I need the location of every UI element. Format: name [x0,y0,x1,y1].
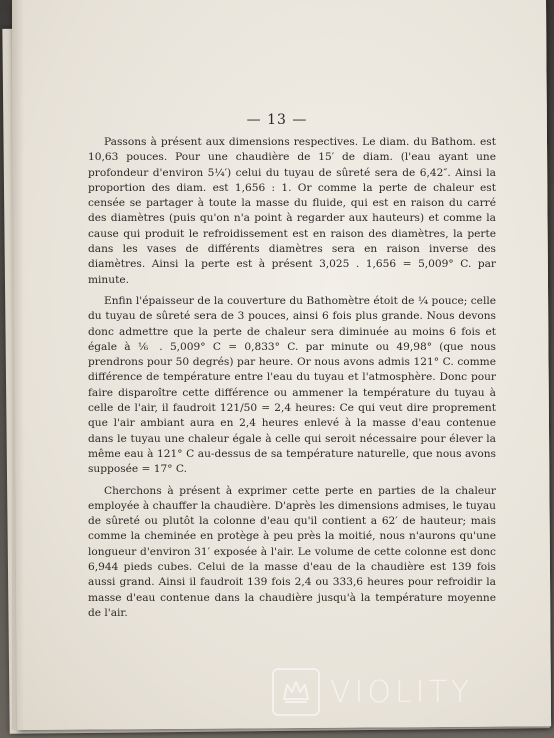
page-gutter-shadow [12,0,24,730]
body-text [88,135,496,621]
watermark [272,666,532,718]
paragraph-3: Cherchons à présent à exprimer cette perte en parties de la chaleur employée à chauffer la chaudière. D'après les dimensions admises, le tuyau de sûreté ou plutôt la colonne d'eau qu'il contient a 62′ de hauteur; mais comme la cheminée en protège à peu près la moitié, nous n'aurons qu'une longueur d'environ 31′ exposée à l'air. Le volume de cette colonne est donc 6,944 pieds cubes. Celui de la masse d'eau de la chaudière est 139 fois aussi grand. Ainsi il faudroit 139 fois 2,4 ou 333,6 heures pour refroidir la masse d'eau contenue dans la chaudière jusqu'à la température moyenne de l'air. [88,484,496,619]
paragraph-2: Enfin l'épaisseur de la couverture du Bathomètre étoit de ¼ pouce; celle du tuyau de sûreté sera de 3 pouces, ainsi 6 fois plus grande. Nous devons donc admettre que la perte de chaleur sera diminuée au moins 6 fois et égale à ⅙ . 5,009° C = 0,833° C. par minute ou 49,98° (que nous prendrons pour 50 degrés) par heure. Or nous avons admis 121° C. comme différence de température entre l'eau du tuyau et l'atmosphère. Donc pour faire disparoître cette différence ou ammener la température du tuyau à celle de l'air, il faudroit 121/50 = 2,4 heures: Ce qui veut dire proprement que l'air ambiant aura en 2,4 heures enlevé à la masse d'eau contenue dans le tuyau une chaleur égale à celle qui seroit nécessaire pour élever la même eau à 121° C au-dessus de sa température naturelle, que nous avons supposée = 17° C. [88,294,496,476]
paragraph-1: Passons à présent aux dimensions respectives. Le diam. du Bathom. est 10,63 pouces. Pour une chaudière de 15′ de diam. (l'eau ayant une profondeur d'environ 5¼′) celui du tuyau de sûreté sera de 6,42″. Ainsi la proportion des diam. est 1,656 : 1. Or comme la perte de chaleur est censée se partager à toute la masse du fluide, qui est en raison du carré des diamètres (puis qu'on n'a point à regarder aux hauteurs) et comme la cause qui produit le refroidissement est en raison des diamètres, la perte dans les vases de différents diamètres sera en raison inverse des diamètres. Ainsi la perte est à présent 3,025 . 1,656 = 5,009° C. par minute. [88,136,496,286]
violity-crown-logo-icon [272,668,320,716]
page-number: — 13 — [246,112,308,128]
watermark-text: VIOLITY [330,674,474,710]
